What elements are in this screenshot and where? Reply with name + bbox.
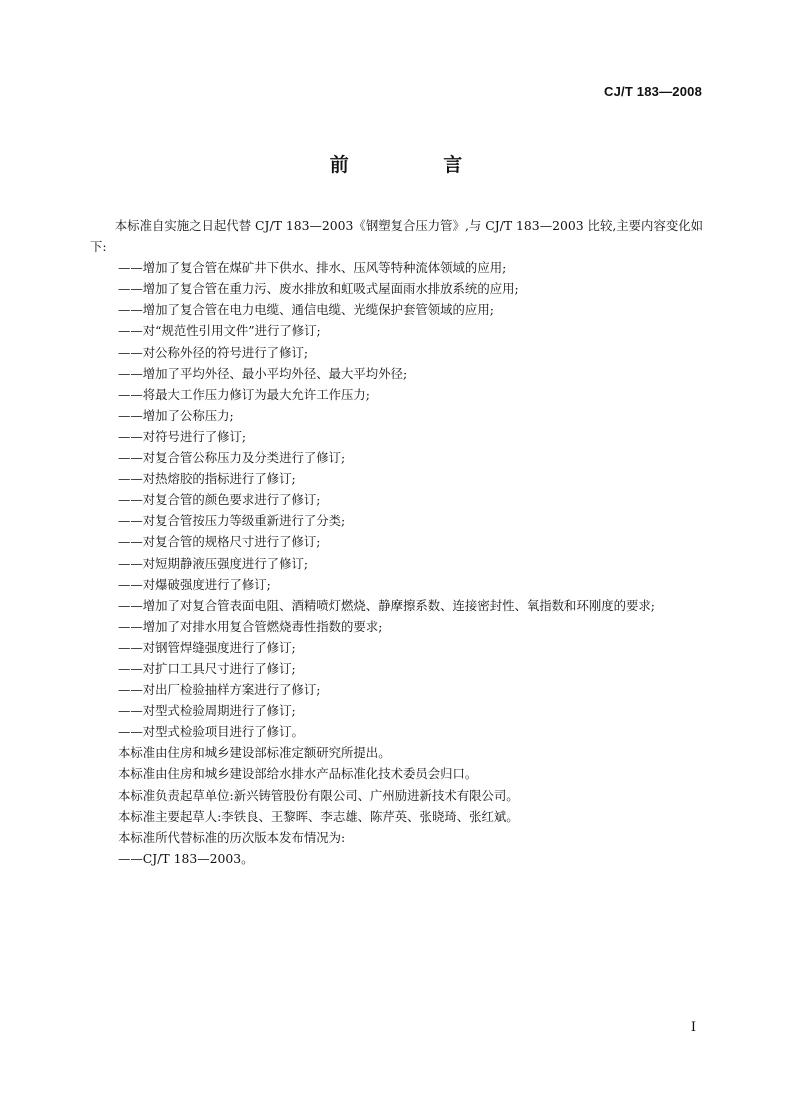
standard-code: CJ/T 183—2008 xyxy=(604,84,702,99)
list-item: ——对复合管的颜色要求进行了修订; xyxy=(118,492,321,508)
list-item: ——增加了复合管在煤矿井下供水、排水、压风等特种流体领域的应用; xyxy=(118,260,507,276)
list-item: ——对钢管焊缝强度进行了修订; xyxy=(118,639,296,655)
list-item: ——对复合管按压力等级重新进行了分类; xyxy=(118,513,346,529)
list-item: ——对出厂检验抽样方案进行了修订; xyxy=(118,682,321,698)
page-title: 前 言 xyxy=(329,154,507,176)
history-statement: 本标准所代替标准的历次版本发布情况为: xyxy=(118,829,346,845)
list-item: ——对型式检验周期进行了修订; xyxy=(118,703,296,719)
list-item: ——对符号进行了修订; xyxy=(118,428,247,444)
list-item: ——将最大工作压力修订为最大允许工作压力; xyxy=(118,386,370,402)
history-item: ——CJ/T 183—2003。 xyxy=(118,850,254,866)
drafters-statement: 本标准主要起草人:李铁良、王黎晖、李志雄、陈芹英、张晓琦、张红斌。 xyxy=(118,808,519,824)
list-item: ——对公称外径的符号进行了修订; xyxy=(118,344,309,360)
list-item: ——增加了对排水用复合管燃烧毒性指数的要求; xyxy=(118,618,383,634)
list-item: ——增加了复合管在电力电缆、通信电缆、光缆保护套管领域的应用; xyxy=(118,302,494,318)
committee-statement: 本标准由住房和城乡建设部给水排水产品标准化技术委员会归口。 xyxy=(118,766,478,782)
list-item: ——对爆破强度进行了修订; xyxy=(118,576,271,592)
foreword-body xyxy=(90,215,705,869)
proposer-statement: 本标准由住房和城乡建设部标准定额研究所提出。 xyxy=(118,745,391,761)
list-item: ——对短期静液压强度进行了修订; xyxy=(118,555,309,571)
list-item: ——增加了平均外径、最小平均外径、最大平均外径; xyxy=(118,365,408,381)
list-item: ——对热熔胶的指标进行了修订; xyxy=(118,471,296,487)
list-item: ——对“规范性引用文件”进行了修订; xyxy=(118,323,321,339)
list-item: ——对扩口工具尺寸进行了修订; xyxy=(118,660,296,676)
list-item: ——增加了公称压力; xyxy=(118,407,234,423)
intro-paragraph: 本标准自实施之日起代替 CJ/T 183—2003《钢塑复合压力管》,与 CJ/T 183—2003 比较,主要内容变化如下: xyxy=(90,218,704,255)
change-list xyxy=(90,257,705,742)
drafting-units-statement: 本标准负责起草单位:新兴铸管股份有限公司、广州励进新技术有限公司。 xyxy=(118,787,519,803)
list-item: ——增加了对复合管表面电阻、酒精喷灯燃烧、静摩擦系数、连接密封性、氧指数和环刚度的要求; xyxy=(118,597,655,613)
list-item: ——对复合管的规格尺寸进行了修订; xyxy=(118,534,321,550)
list-item: ——增加了复合管在重力污、废水排放和虹吸式屋面雨水排放系统的应用; xyxy=(118,281,519,297)
list-item: ——对型式检验项目进行了修订。 xyxy=(118,724,304,740)
list-item: ——对复合管公称压力及分类进行了修订; xyxy=(118,450,346,466)
page-number: I xyxy=(690,1020,696,1035)
